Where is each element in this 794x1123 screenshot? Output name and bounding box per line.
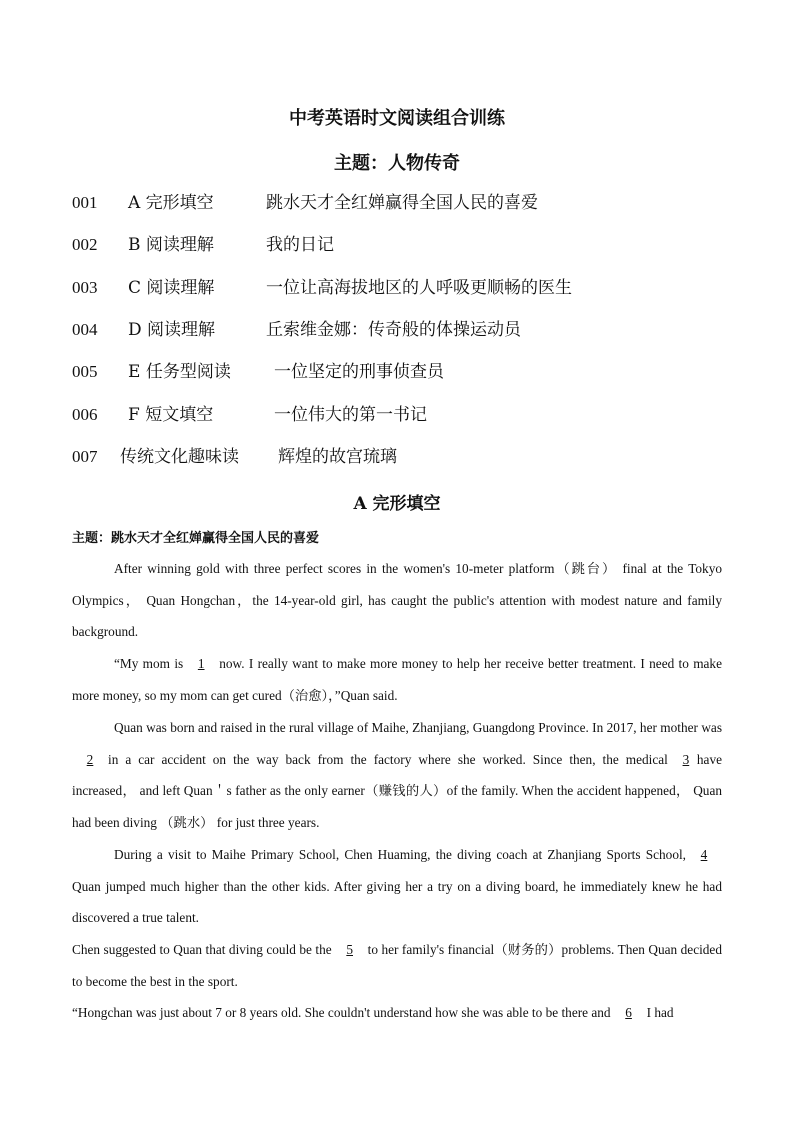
toc-item-type: D 阅读理解 bbox=[128, 320, 216, 340]
toc-item-number: 002 bbox=[72, 235, 98, 254]
page-subtitle: 主题：人物传奇 bbox=[334, 153, 460, 174]
toc-item-number: 001 bbox=[72, 193, 98, 212]
toc-item-title: 一位伟大的第一书记 bbox=[274, 405, 427, 425]
paragraph-text: Quan was born and raised in the rural village of Maihe, Zhanjiang, Guangdong Province. In 2017, her mother was bbox=[114, 720, 722, 735]
toc-item-number: 007 bbox=[72, 447, 98, 466]
toc-item-type: E 任务型阅读 bbox=[128, 362, 231, 382]
paragraph-text: After winning gold with three perfect scores in the women's 10-meter platform（跳台） final at the Tokyo Olympics， Quan Hongchan，the 14-year-old girl, has caught the public's attention with modest nature and family background. bbox=[72, 561, 722, 639]
paragraph-text: During a visit to Maihe Primary School, Chen Huaming, the diving coach at Zhanjiang Sports School, bbox=[114, 847, 686, 862]
paragraph-text: I had bbox=[646, 1005, 674, 1020]
answer-blank: 3 bbox=[682, 751, 690, 767]
paragraph-text: to her family's financial（财务的）problems. Then Quan decided to become the best in the sport. bbox=[72, 942, 722, 989]
answer-blank: 2 bbox=[86, 751, 94, 767]
paragraph-text: have increased， and left Quan＇s father as the only earner（赚钱的人）of the family. When the accident happened， Quan had been diving （跳水） for just three years. bbox=[72, 751, 722, 830]
answer-blank: 1 bbox=[197, 656, 205, 671]
toc-item-title: 丘索维金娜：传奇般的体操运动员 bbox=[266, 320, 521, 340]
paragraph-text: now. I really want to make more money to help her receive better treatment. I need to make more money, so my mom can get cured（治愈），”Quan said. bbox=[72, 656, 722, 703]
paragraph-text: Quan jumped much higher than the other kids. After giving her a try on a diving board, he immediately knew he had discovered a true talent. bbox=[72, 878, 722, 925]
passage-paragraph bbox=[72, 648, 722, 711]
toc-item-title: 跳水天才全红婵赢得全国人民的喜爱 bbox=[266, 193, 538, 213]
passage-paragraph bbox=[72, 934, 722, 997]
page-title: 中考英语时文阅读组合训练 bbox=[289, 108, 505, 129]
toc-item-type: C 阅读理解 bbox=[128, 278, 215, 298]
answer-blank: 4 bbox=[700, 847, 708, 862]
paragraph-text: “Hongchan was just about 7 or 8 years old. She couldn't understand how she was able to be there and bbox=[72, 1005, 611, 1020]
paragraph-text: Chen suggested to Quan that diving could be the bbox=[72, 942, 332, 957]
toc-item-type: 传统文化趣味读 bbox=[120, 447, 239, 467]
paragraph-text: “My mom is bbox=[114, 656, 184, 671]
toc-item-title: 辉煌的故宫琉璃 bbox=[278, 447, 397, 467]
toc-item-type: F 短文填空 bbox=[128, 405, 214, 425]
toc-item-title: 我的日记 bbox=[266, 235, 334, 255]
passage-paragraph bbox=[72, 712, 722, 838]
passage-paragraph bbox=[72, 839, 722, 934]
toc-item-number: 003 bbox=[72, 278, 98, 297]
topic-line: 主题：跳水天才全红婵赢得全国人民的喜爱 bbox=[72, 531, 320, 546]
section-heading: A 完形填空 bbox=[353, 494, 441, 514]
passage-paragraph bbox=[72, 997, 722, 1029]
toc-item-type: A 完形填空 bbox=[128, 193, 214, 213]
toc-item-number: 006 bbox=[72, 405, 98, 424]
passage-paragraph bbox=[72, 553, 722, 648]
toc-item-title: 一位坚定的刑事侦查员 bbox=[274, 362, 444, 382]
paragraph-text: in a car accident on the way back from the factory where she worked. Since then, the medical bbox=[108, 751, 668, 767]
toc-item-number: 005 bbox=[72, 362, 98, 381]
toc-item-title: 一位让高海拔地区的人呼吸更顺畅的医生 bbox=[266, 278, 572, 298]
answer-blank: 5 bbox=[346, 942, 353, 957]
toc-item-number: 004 bbox=[72, 320, 98, 339]
answer-blank: 6 bbox=[625, 1005, 632, 1020]
toc-item-type: B 阅读理解 bbox=[128, 235, 214, 255]
